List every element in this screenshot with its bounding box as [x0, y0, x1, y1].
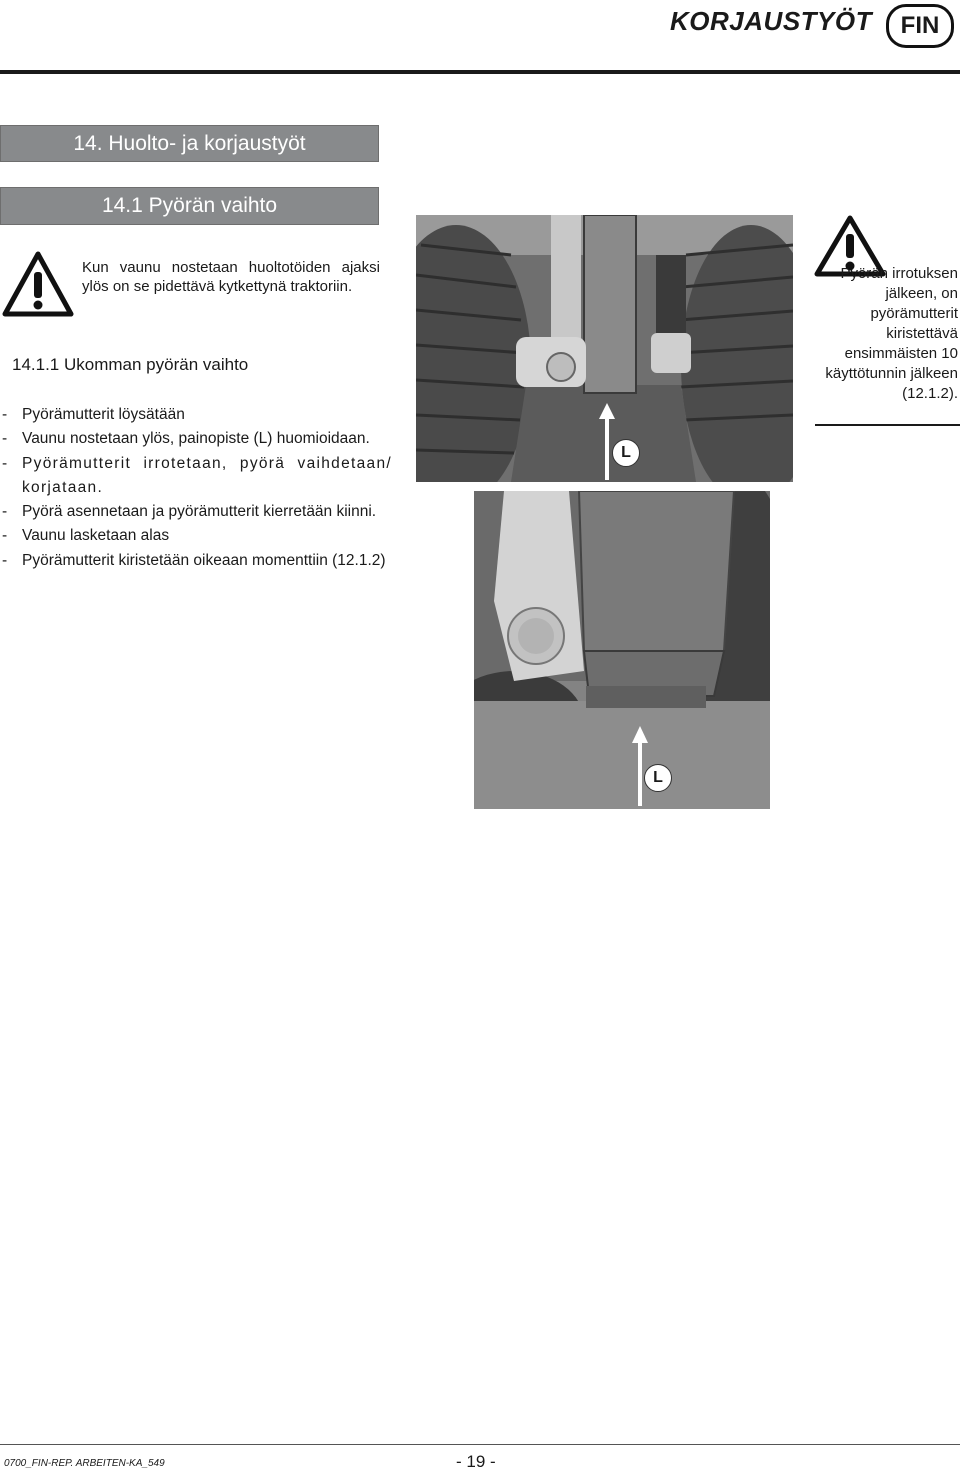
step-bullet: - [2, 406, 8, 423]
step-text: Vaunu nostetaan ylös, painopiste (L) huomioidaan. [22, 430, 370, 448]
list-item [0, 427, 392, 451]
page-number: - 19 - [456, 1452, 496, 1471]
step-bullet: - [2, 430, 8, 448]
warning-note: Kun vaunu nostetaan huoltotöiden ajaksi ylös on se pidettävä kytkettynä traktoriin. [82, 259, 380, 295]
section-heading: 14. Huolto- ja korjaustyöt [0, 125, 379, 162]
axle-support-photo [474, 491, 770, 809]
header-divider [0, 70, 960, 74]
list-item [0, 524, 392, 548]
step-bullet: - [2, 551, 8, 569]
page-header-title: KORJAUSTYÖT [670, 6, 872, 36]
document-code: 0700_FIN-REP. ARBEITEN-KA_549 [4, 1458, 165, 1469]
side-warning-note: Pyörän irrotuksen jälkeen, on pyörämutterit kiristettävä ensimmäisten 10 käyttötunnin jälkeen (12.1.2). [825, 265, 958, 402]
warning-triangle-icon [2, 250, 74, 320]
center-of-gravity-label: L [612, 439, 640, 467]
step-text: Pyörä asennetaan ja pyörämutterit kierretään kiinni. [22, 503, 377, 521]
step-bullet: - [2, 527, 8, 545]
step-text: Pyörämutterit löysätään [22, 406, 185, 423]
list-item [0, 549, 392, 573]
subsection-heading: 14.1 Pyörän vaihto [0, 187, 379, 225]
footer-divider [0, 1444, 960, 1445]
list-item [0, 452, 392, 501]
subsubsection-heading: 14.1.1 Ukomman pyörän vaihto [12, 355, 249, 374]
step-bullet: - [2, 503, 8, 521]
step-bullet: - [2, 454, 9, 472]
step-text: Pyörämutterit kiristetään oikeaan momenttiin (12.1.2) [22, 551, 386, 569]
list-item [0, 403, 392, 427]
side-note-divider [815, 424, 960, 426]
procedure-steps [0, 403, 392, 573]
step-text: Vaunu lasketaan alas [22, 527, 170, 545]
language-badge: FIN [886, 4, 954, 48]
step-text: Pyörämutterit irrotetaan, pyörä vaihdetaan/ korjataan. [22, 454, 392, 496]
center-of-gravity-label: L [644, 764, 672, 792]
list-item [0, 500, 392, 524]
tandem-axle-photo [416, 215, 793, 482]
